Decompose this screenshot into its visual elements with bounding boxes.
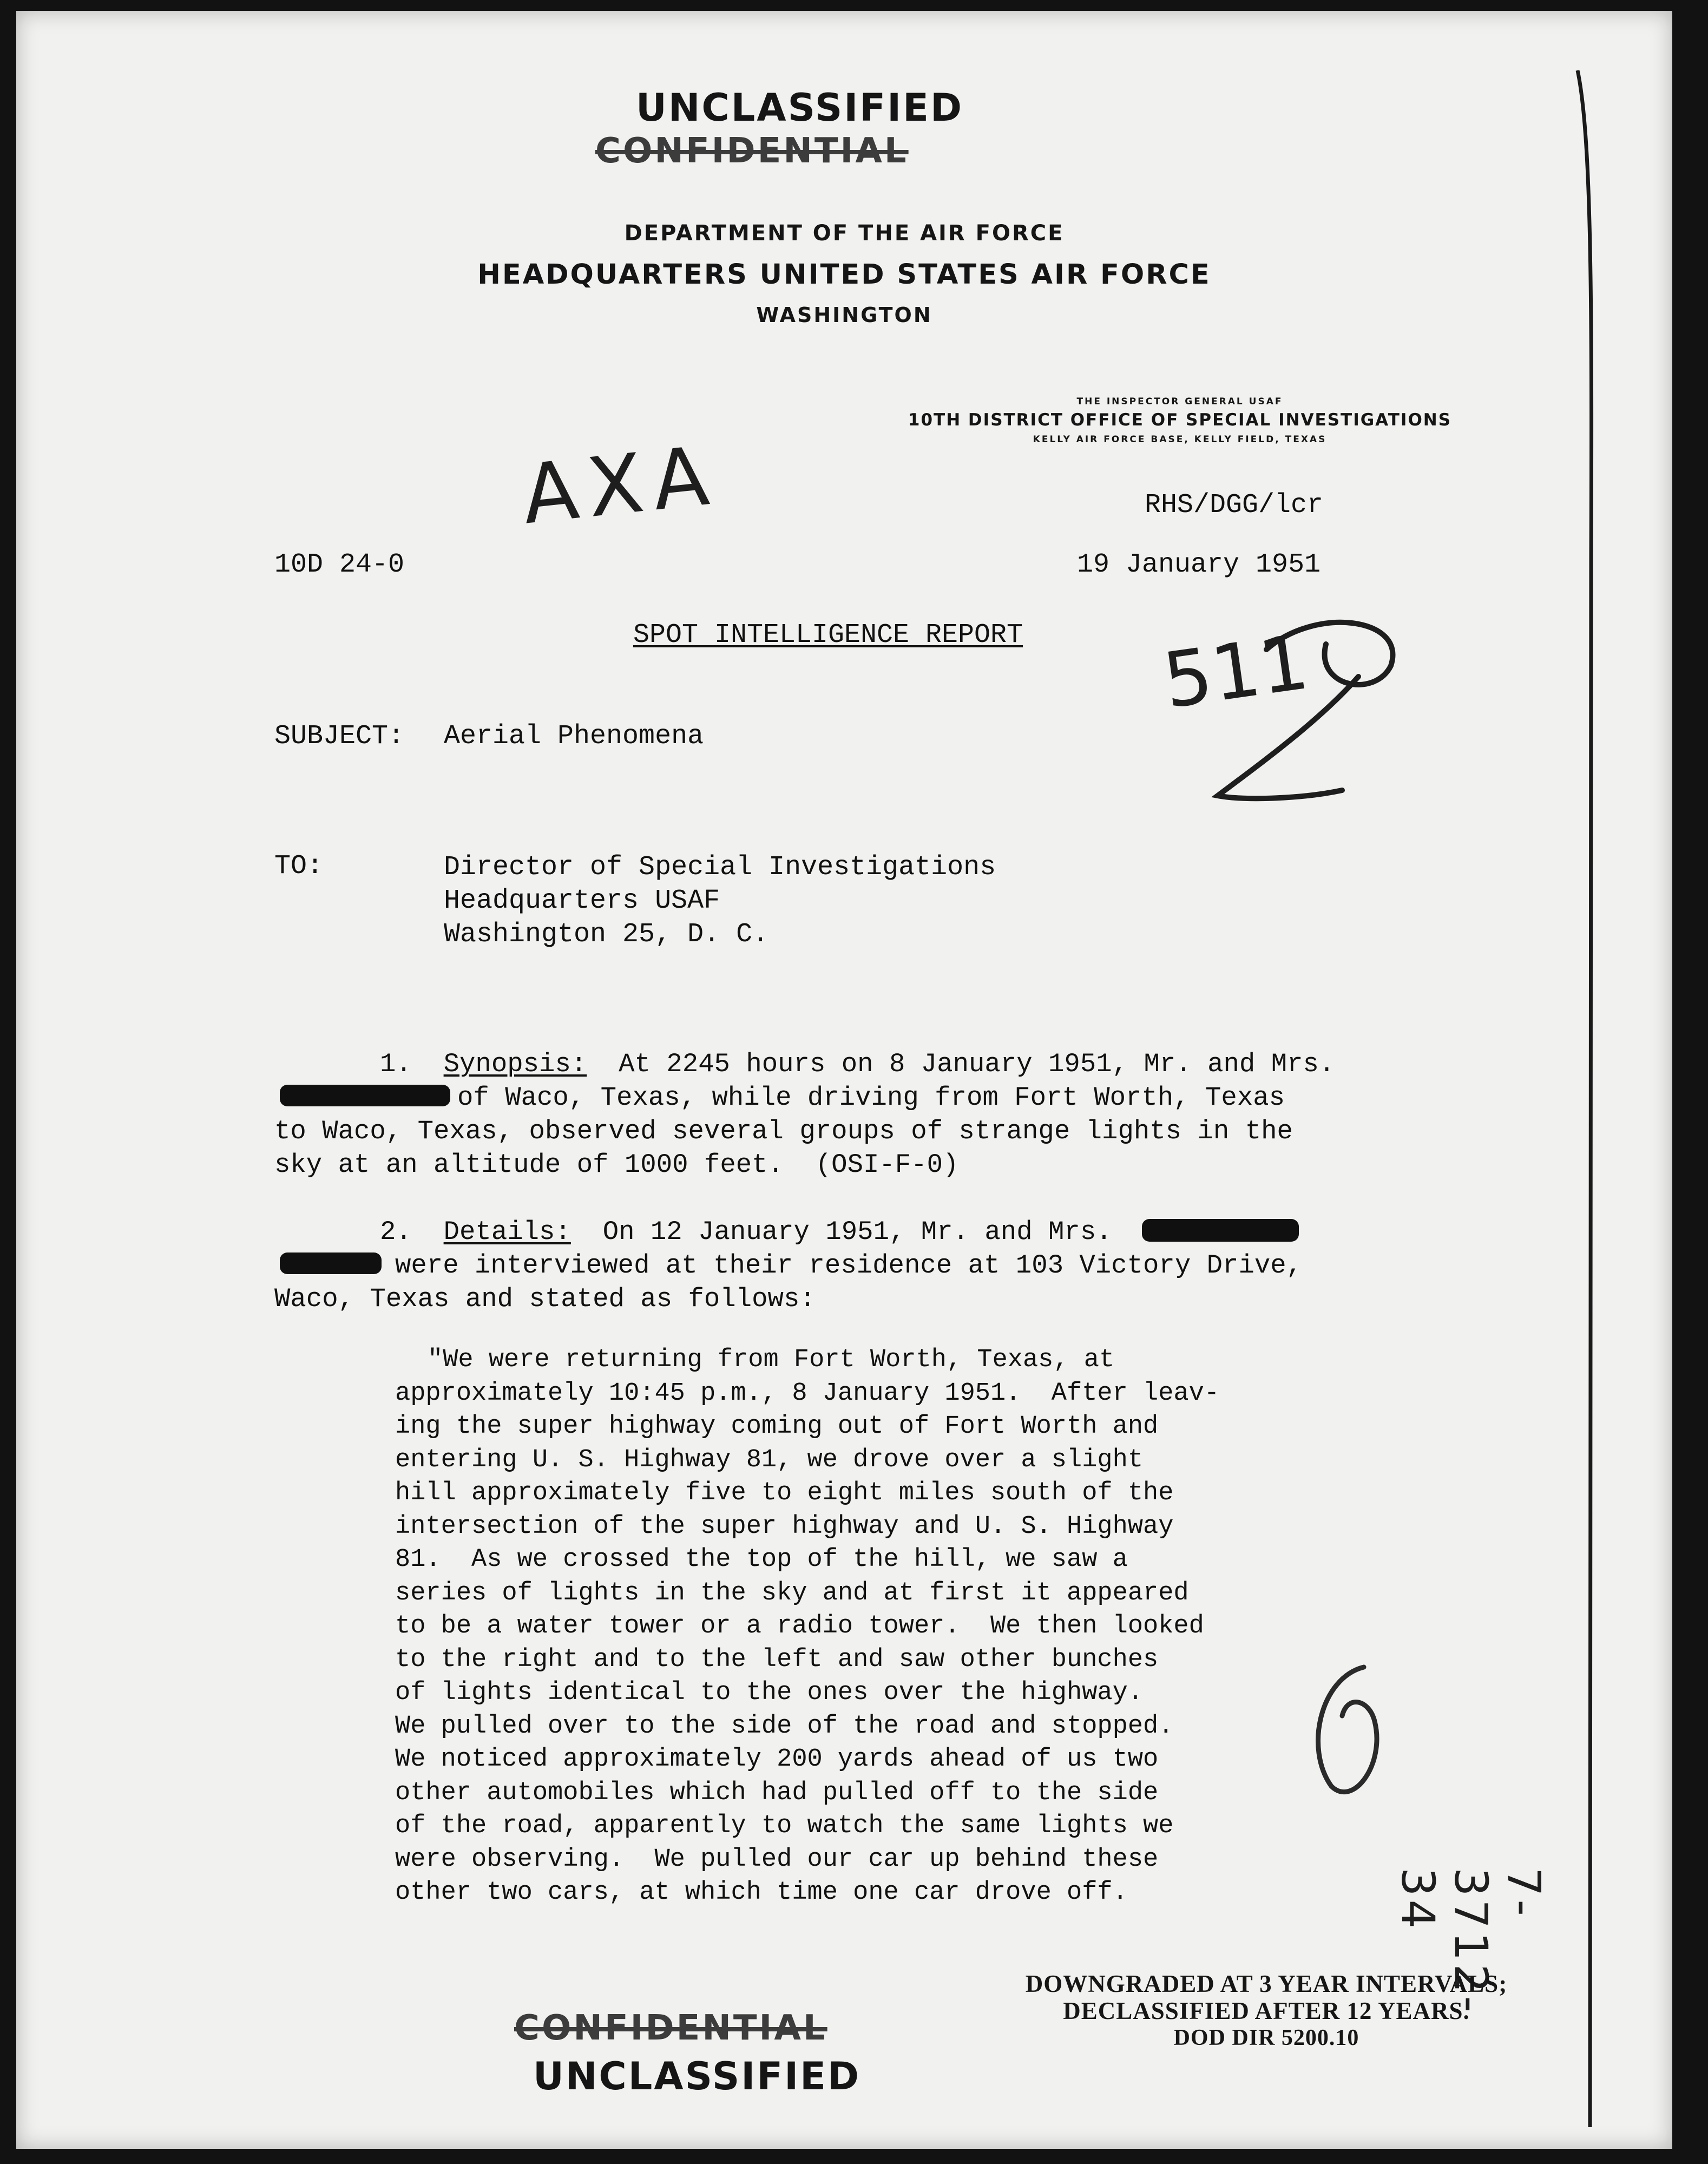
quote-line: 81. As we crossed the top of the hill, we saw a (395, 1545, 1128, 1574)
to-line-2: Headquarters USAF (444, 886, 720, 916)
quote-line: other automobiles which had pulled off to the side (395, 1778, 1159, 1807)
quote-line: We noticed approximately 200 yards ahead of us two (395, 1745, 1159, 1774)
quote-line: of lights identical to the ones over the highway. (395, 1678, 1144, 1707)
redaction-bar (1142, 1219, 1299, 1242)
office-line-1: THE INSPECTOR GENERAL USAF (1076, 396, 1283, 407)
handwritten-axa: AXA (517, 428, 723, 543)
office-line-2: 10TH DISTRICT OFFICE OF SPECIAL INVESTIGATIONS (908, 410, 1452, 430)
to-line-1: Director of Special Investigations (444, 852, 996, 883)
para1-line-4: sky at an altitude of 1000 feet. (OSI-F-0) (274, 1150, 959, 1180)
headquarters-name: HEADQUARTERS UNITED STATES AIR FORCE (477, 259, 1211, 291)
redaction-bar (280, 1085, 450, 1106)
document-page (16, 11, 1672, 2149)
reference-code: RHS/DGG/lcr (1145, 490, 1324, 521)
to-line-3: Washington 25, D. C. (444, 919, 769, 950)
para1-heading: Synopsis: (443, 1049, 587, 1079)
downgrade-line-3: DOD DIR 5200.10 (1173, 2025, 1359, 2050)
quote-line: other two cars, at which time one car drove off. (395, 1878, 1128, 1907)
quoted-statement (395, 1343, 1219, 1910)
para2-number: 2. (380, 1217, 412, 1247)
handwritten-margin-number: 7-3712-34 (1391, 1867, 1551, 2016)
struck-confidential-top: CONFIDENTIAL (595, 131, 909, 171)
para2-line-3: Waco, Texas and stated as follows: (274, 1284, 816, 1314)
quote-line: hill approximately five to eight miles south of the (395, 1479, 1174, 1507)
quote-line: of the road, apparently to watch the same lights we (395, 1812, 1174, 1840)
subject-label: SUBJECT: (274, 721, 405, 752)
to-label: TO: (274, 851, 324, 882)
office-line-3: KELLY AIR FORCE BASE, KELLY FIELD, TEXAS (1033, 434, 1327, 445)
report-title (16, 620, 1640, 651)
unclassified-stamp-top: UNCLASSIFIED (636, 86, 964, 130)
para1-line1-text: At 2245 hours on 8 January 1951, Mr. and Mrs. (619, 1049, 1335, 1079)
redaction-bar (280, 1253, 382, 1274)
handwritten-loop-icon (1299, 1656, 1396, 1808)
downgrade-line-2: DECLASSIFIED AFTER 12 YEARS. (1063, 1997, 1470, 2024)
quote-line: to the right and to the left and saw other bunches (395, 1645, 1159, 1674)
quote-line: "We were returning from Fort Worth, Texas, at (428, 1346, 1115, 1374)
quote-line: approximately 10:45 p.m., 8 January 1951. After leav- (395, 1379, 1220, 1408)
to-address (444, 851, 996, 952)
office-block (882, 396, 1477, 445)
para2-heading: Details: (443, 1217, 571, 1247)
city-name: WASHINGTON (756, 303, 932, 327)
struck-confidential-bottom: CONFIDENTIAL (514, 2008, 827, 2048)
quote-line: entering U. S. Highway 81, we drove over a slight (395, 1445, 1144, 1474)
para1-number: 1. (380, 1049, 412, 1079)
para2-line-2: were interviewed at their residence at 103 Victory Drive, (395, 1250, 1303, 1281)
quote-line: to be a water tower or a radio tower. We then looked (395, 1612, 1204, 1641)
para1-line-2: of Waco, Texas, while driving from Fort Worth, Texas (457, 1083, 1285, 1113)
handwritten-number: 511 (1158, 618, 1314, 726)
quote-line: series of lights in the sky and at first it appeared (395, 1578, 1189, 1608)
subject-value: Aerial Phenomena (444, 721, 704, 752)
file-number: 10D 24-0 (274, 549, 405, 580)
downgrade-notice (969, 1970, 1564, 2051)
quote-line: We pulled over to the side of the road and stopped. (395, 1711, 1174, 1741)
para2-line1-text: On 12 January 1951, Mr. and Mrs. (602, 1217, 1112, 1247)
para1-line-3: to Waco, Texas, observed several groups of strange lights in the (274, 1116, 1293, 1146)
classification-stamp-top (636, 86, 963, 130)
quote-line: intersection of the super highway and U. S. Highway (395, 1512, 1174, 1541)
report-title-text: SPOT INTELLIGENCE REPORT (633, 620, 1023, 651)
report-date: 19 January 1951 (1077, 549, 1321, 580)
quote-line: ing the super highway coming out of Fort Worth and (395, 1412, 1159, 1441)
quote-line: were observing. We pulled our car up behind these (395, 1845, 1159, 1874)
para1-line-1 (274, 1047, 1335, 1081)
binding-edge-line (1575, 70, 1597, 2127)
para2-line-1 (274, 1215, 1112, 1249)
downgrade-line-1: DOWNGRADED AT 3 YEAR INTERVALS; (1025, 1970, 1508, 1997)
department-name: DEPARTMENT OF THE AIR FORCE (624, 221, 1065, 246)
unclassified-stamp-bottom: UNCLASSIFIED (533, 2054, 861, 2099)
